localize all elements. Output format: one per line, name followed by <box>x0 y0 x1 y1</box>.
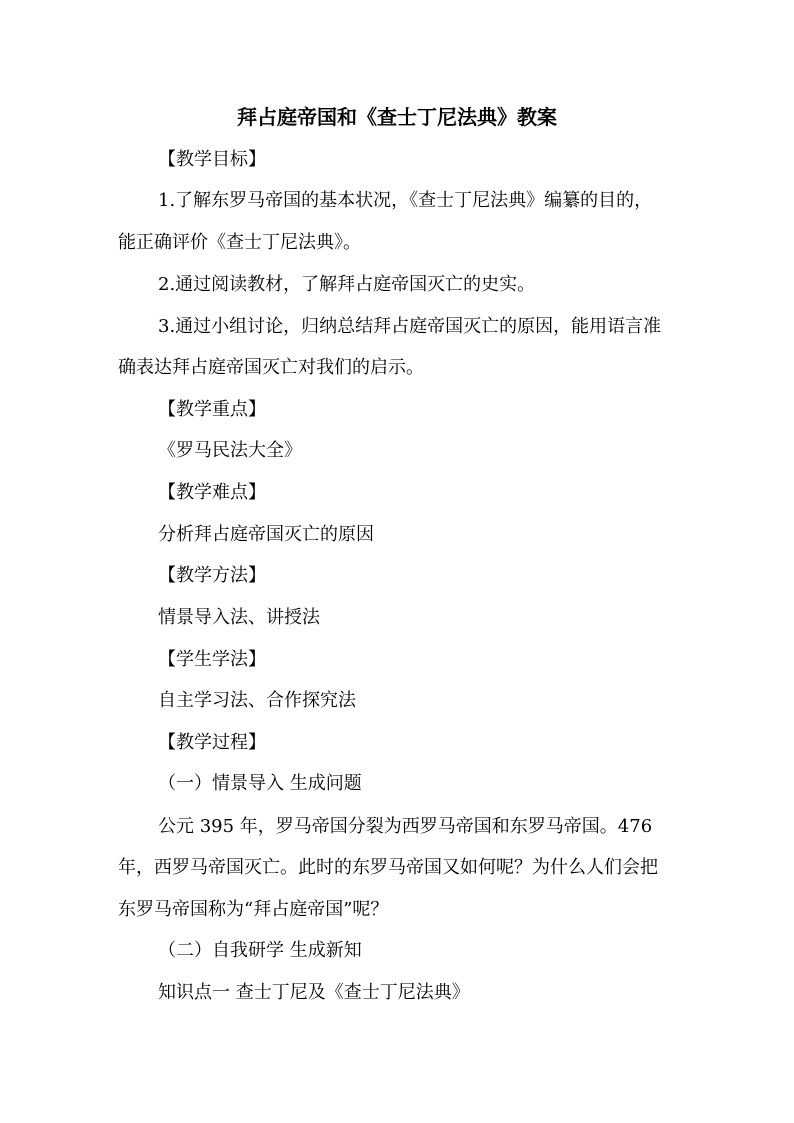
study-method-heading: 【学生学法】 <box>158 649 266 670</box>
key-points-heading: 【教学重点】 <box>158 399 266 420</box>
knowledge-point-1: 知识点一 查士丁尼及《查士丁尼法典》 <box>158 982 470 1003</box>
step-1-line-3: 东罗马帝国称为“拜占庭帝国”呢？ <box>118 899 389 920</box>
step-1-heading: （一）情景导入 生成问题 <box>158 773 362 794</box>
goal-1-line-1: 1.了解东罗马帝国的基本状况，《查士丁尼法典》编纂的目的， <box>158 190 653 211</box>
step-1-line-1: 公元 395 年，罗马帝国分裂为西罗马帝国和东罗马帝国。476 <box>158 816 653 837</box>
difficulty-content: 分析拜占庭帝国灭亡的原因 <box>158 524 374 545</box>
difficulty-heading: 【教学难点】 <box>158 482 266 503</box>
goals-heading: 【教学目标】 <box>158 149 266 170</box>
goal-2: 2.通过阅读教材，了解拜占庭帝国灭亡的史实。 <box>158 274 536 295</box>
step-2-heading: （二）自我研学 生成新知 <box>158 940 362 961</box>
process-heading: 【教学过程】 <box>158 732 266 753</box>
study-method-content: 自主学习法、合作探究法 <box>158 690 356 711</box>
key-points-content: 《罗马民法大全》 <box>158 440 302 461</box>
page-title: 拜占庭帝国和《查士丁尼法典》教案 <box>237 105 557 129</box>
goal-3-line-1: 3.通过小组讨论，归纳总结拜占庭帝国灭亡的原因，能用语言准 <box>158 316 662 337</box>
goal-1-line-2: 能正确评价《查士丁尼法典》。 <box>118 232 361 253</box>
goal-3-line-2: 确表达拜占庭帝国灭亡对我们的启示。 <box>118 357 424 378</box>
teaching-method-heading: 【教学方法】 <box>158 565 266 586</box>
teaching-method-content: 情景导入法、讲授法 <box>158 607 320 628</box>
step-1-line-2: 年，西罗马帝国灭亡。此时的东罗马帝国又如何呢？为什么人们会把 <box>118 857 658 878</box>
